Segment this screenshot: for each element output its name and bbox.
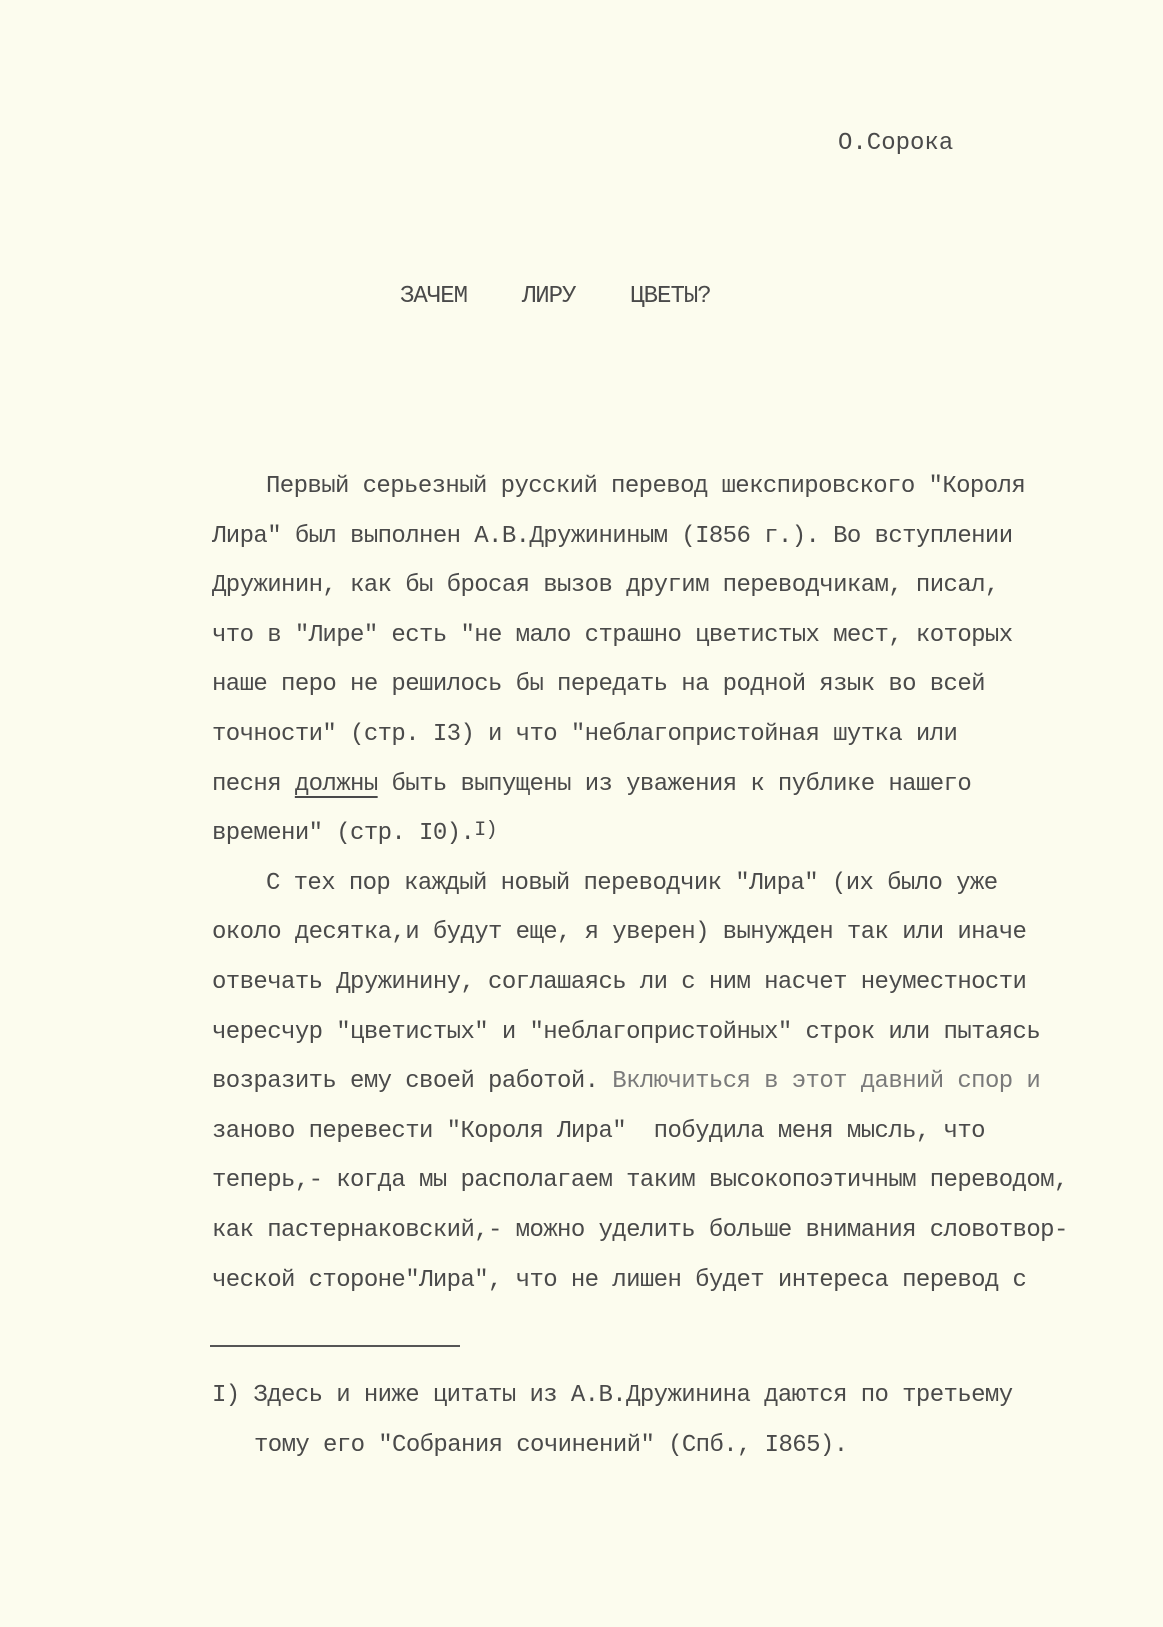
paragraph-1-line [212,760,1112,810]
paragraph-2-line [212,1057,1112,1107]
underlined-word: должны [294,770,378,798]
paragraph-1-line: Первый серьезный русский перевод шекспировского "Короля [266,473,1026,500]
text-segment: песня [212,770,295,798]
paragraph-1-line: Дружинин, как бы бросая вызов другим переводчикам, писал, [212,572,999,600]
paragraph-2-line: ческой стороне"Лира", что не лишен будет интереса перевод с [212,1266,1027,1294]
paragraph-1-line: Лира" был выполнен А.В.Дружининым (I856 г.). Во вступлении [212,522,1013,550]
footnote [212,1371,1112,1471]
paragraph-1-line [212,809,1112,859]
paragraph-2-line: теперь,- когда мы располагаем таким высокопоэтичным переводом, [212,1167,1068,1195]
author-name: О.Сорока [838,130,954,157]
text-segment: времени" (стр. I0). [212,820,475,848]
paragraph-1-line: наше перо не решилось бы передать на родной язык во всей [212,671,985,699]
footnote-separator [210,1345,460,1347]
paragraph-1-line: точности" (стр. I3) и что "неблагопристойная шутка или [212,720,958,748]
paragraph-2-line: заново перевести "Короля Лира" побудила меня мысль, что [212,1117,985,1145]
paragraph-1-line: что в "Лире" есть "не мало страшно цветистых мест, которых [212,621,1013,649]
faded-text-segment: Включиться в этот давний спор и [612,1068,1041,1096]
paragraph-2-line: отвечать Дружинину, соглашаясь ли с ним насчет неуместности [212,968,1027,996]
footnote-line: I) Здесь и ниже цитаты из А.В.Дружинина даются по третьему [212,1382,1013,1409]
paragraph-2-line: чересчур "цветистых" и "неблагопристойных" строк или пытаясь [212,1018,1041,1046]
footnote-line: тому его "Собрания сочинений" (Спб., I865). [254,1432,848,1459]
text-segment: быть выпущены из уважения к публике нашего [377,770,972,798]
paragraph-2-line: около десятка,и будут еще, я уверен) вынужден так или иначе [212,919,1027,947]
body-text [212,462,1112,1305]
footnote-marker: I) [474,819,498,843]
document-title: ЗАЧЕМ ЛИРУ ЦВЕТЫ? [400,283,711,310]
paragraph-2-line: С тех пор каждый новый переводчик "Лира" (их было уже [266,869,998,897]
text-segment: возразить ему своей работой. [212,1068,613,1096]
paragraph-2-line: как пастернаковский,- можно уделить больше внимания словотвор- [212,1216,1068,1244]
